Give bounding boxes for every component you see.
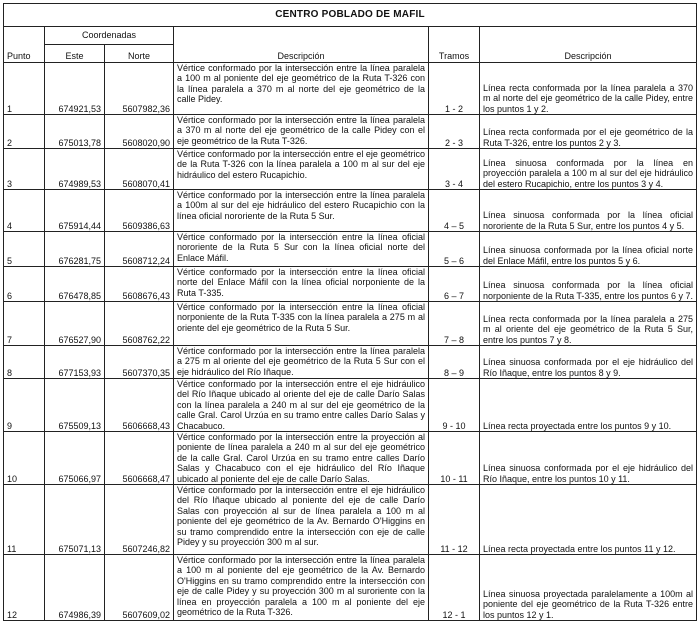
table-row bbox=[4, 302, 697, 346]
vertex-description: Vértice conformado por la intersección entre la línea oficial norponiente de la Ruta T-335 con la línea paralela a 275 m al oriente del eje geométrico de la Ruta 5 Sur. bbox=[174, 302, 429, 346]
vertex-description: Vértice conformado por la intersección entre la línea paralela a 100 m al poniente del eje geométrico de la Ruta T-326 con la línea paralela a 370 m al norte del eje geométrico de la calle Pidey. bbox=[174, 63, 429, 115]
table-row bbox=[4, 190, 697, 232]
point-number: 9 bbox=[4, 379, 45, 432]
header-punto: Punto bbox=[4, 27, 45, 63]
segment-description: Línea sinuosa conformada por la línea oficial norponiente de la Ruta T-335, entre los puntos 6 y 7. bbox=[480, 267, 697, 302]
table-title: CENTRO POBLADO DE MAFIL bbox=[4, 4, 697, 27]
vertex-description: Vértice conformado por la intersección entre la línea oficial norte del Enlace Máfil con la línea oficial norponiente de la Ruta T-335. bbox=[174, 267, 429, 302]
segment-range: 5 – 6 bbox=[429, 232, 480, 267]
vertex-description: Vértice conformado por la intersección entre la línea paralela a 370 m al norte del eje geométrico de la calle Pidey con el eje geométrico de la Ruta T-326. bbox=[174, 115, 429, 149]
header-coordenadas: Coordenadas bbox=[45, 27, 174, 45]
vertex-description: Vértice conformado por la intersección entre la línea paralela a 100 m al poniente del eje geométrico de la Av. Bernardo O'Higgins en su tramo comprendido entre la intersección con eje de calle Pidey y su proyección 300 m al suroriente con la línea en proyección paralela a 100 m al poniente del eje geométrico de la Ruta T-326. bbox=[174, 555, 429, 621]
coord-este: 676527,90 bbox=[45, 302, 105, 346]
document-page bbox=[3, 3, 696, 621]
coord-este: 674921,53 bbox=[45, 63, 105, 115]
vertex-description: Vértice conformado por la intersección entre la línea paralela a 275 m al oriente del eje geométrico de la Ruta 5 Sur con el eje hidráulico del Río Iñaque. bbox=[174, 346, 429, 379]
coord-este: 676281,75 bbox=[45, 232, 105, 267]
segment-range: 1 - 2 bbox=[429, 63, 480, 115]
vertex-description: Vértice conformado por la intersección entre el eje hidráulico del Río Iñaque ubicado al oriente del eje de calle Darío Salas con la línea paralela a 240 m al sur del eje geométrico de la calle Gral. Carol Urzúa en su tramo entre calles Darío Salas y Chacabuco. bbox=[174, 379, 429, 432]
coord-norte: 5607246,82 bbox=[105, 485, 174, 555]
point-number: 5 bbox=[4, 232, 45, 267]
header-descripcion-tramo: Descripción bbox=[480, 27, 697, 63]
table-row bbox=[4, 63, 697, 115]
coord-norte: 5608676,43 bbox=[105, 267, 174, 302]
coord-este: 675509,13 bbox=[45, 379, 105, 432]
point-number: 3 bbox=[4, 149, 45, 190]
header-este: Este bbox=[45, 45, 105, 63]
point-number: 12 bbox=[4, 555, 45, 621]
vertex-description: Vértice conformado por la intersección entre la línea oficial nororiente de la Ruta 5 Sur con la línea oficial norte del Enlace Máfil. bbox=[174, 232, 429, 267]
point-number: 10 bbox=[4, 432, 45, 485]
table-row bbox=[4, 379, 697, 432]
table-row bbox=[4, 346, 697, 379]
coord-norte: 5607370,35 bbox=[105, 346, 174, 379]
header-tramos: Tramos bbox=[429, 27, 480, 63]
segment-range: 11 - 12 bbox=[429, 485, 480, 555]
point-number: 2 bbox=[4, 115, 45, 149]
table-row bbox=[4, 485, 697, 555]
coord-este: 675914,44 bbox=[45, 190, 105, 232]
table-row bbox=[4, 149, 697, 190]
coord-norte: 5608020,90 bbox=[105, 115, 174, 149]
table-row bbox=[4, 432, 697, 485]
point-number: 1 bbox=[4, 63, 45, 115]
coord-este: 675066,97 bbox=[45, 432, 105, 485]
segment-description: Línea sinuosa conformada por el eje hidráulico del Río Iñaque, entre los puntos 8 y 9. bbox=[480, 346, 697, 379]
segment-description: Línea recta proyectada entre los puntos 9 y 10. bbox=[480, 379, 697, 432]
coord-este: 674989,53 bbox=[45, 149, 105, 190]
coord-norte: 5608070,41 bbox=[105, 149, 174, 190]
segment-range: 8 – 9 bbox=[429, 346, 480, 379]
table-row bbox=[4, 115, 697, 149]
vertex-description: Vértice conformado por la intersección entre el eje hidráulico del Río Iñaque ubicado al poniente del eje de calle Darío Salas con proyección al sur de línea paralela a 100 m al poniente del eje geométrico de la Av. Bernardo O'Higgins en su tramo comprendido entre la intersección con eje de calle Pidey y su proyección 300 m al sur. bbox=[174, 485, 429, 555]
vertex-description: Vértice conformado por la intersección entre la proyección al poniente de línea paralela a 240 m al sur del eje geométrico de la calle Gral. Carol Urzúa en su tramo entre calles Darío Salas y Chacabuco con el eje hidráulico del Río Iñaque ubicado al poniente del eje de calle Darío Salas. bbox=[174, 432, 429, 485]
point-number: 8 bbox=[4, 346, 45, 379]
segment-description: Línea sinuosa conformada por el eje hidráulico del Río Iñaque, entre los puntos 10 y 11. bbox=[480, 432, 697, 485]
segment-description: Línea sinuosa conformada por la línea oficial norte del Enlace Máfil, entre los puntos 5 y 6. bbox=[480, 232, 697, 267]
segment-range: 12 - 1 bbox=[429, 555, 480, 621]
header-norte: Norte bbox=[105, 45, 174, 63]
coord-este: 676478,85 bbox=[45, 267, 105, 302]
segment-description: Línea recta conformada por el eje geométrico de la Ruta T-326, entre los puntos 2 y 3. bbox=[480, 115, 697, 149]
segment-description: Línea recta proyectada entre los puntos 11 y 12. bbox=[480, 485, 697, 555]
coord-norte: 5607982,36 bbox=[105, 63, 174, 115]
table-row bbox=[4, 555, 697, 621]
boundary-table bbox=[3, 3, 697, 621]
coord-norte: 5606668,43 bbox=[105, 379, 174, 432]
segment-range: 3 - 4 bbox=[429, 149, 480, 190]
segment-description: Línea sinuosa conformada por la línea en proyección paralela a 100 m al sur del eje hidráulico del estero Rucapichio, entre los puntos 3 y 4. bbox=[480, 149, 697, 190]
point-number: 4 bbox=[4, 190, 45, 232]
coord-este: 677153,93 bbox=[45, 346, 105, 379]
segment-range: 6 – 7 bbox=[429, 267, 480, 302]
coord-norte: 5607609,02 bbox=[105, 555, 174, 621]
segment-description: Línea sinuosa conformada por la línea oficial nororiente de la Ruta 5 Sur, entre los puntos 4 y 5. bbox=[480, 190, 697, 232]
segment-range: 2 - 3 bbox=[429, 115, 480, 149]
coord-norte: 5608762,22 bbox=[105, 302, 174, 346]
segment-range: 10 - 11 bbox=[429, 432, 480, 485]
coord-este: 674986,39 bbox=[45, 555, 105, 621]
segment-description: Línea recta conformada por la línea paralela a 370 m al norte del eje geométrico de la calle Pidey, entre los puntos 1 y 2. bbox=[480, 63, 697, 115]
point-number: 7 bbox=[4, 302, 45, 346]
segment-range: 4 – 5 bbox=[429, 190, 480, 232]
segment-description: Línea sinuosa proyectada paralelamente a 100m al poniente del eje geométrico de la Ruta T-326 entre los puntos 12 y 1. bbox=[480, 555, 697, 621]
vertex-description: Vértice conformado por la intersección entre el eje geométrico de la Ruta T-326 con la línea paralela a 100 m al sur del eje hidráulico del estero Rucapichio. bbox=[174, 149, 429, 190]
segment-range: 9 - 10 bbox=[429, 379, 480, 432]
header-descripcion: Descripción bbox=[174, 27, 429, 63]
segment-range: 7 – 8 bbox=[429, 302, 480, 346]
vertex-description: Vértice conformado por la intersección entre la línea paralela a 100m al sur del eje hidráulico del estero Rucapichio con la línea oficial nororiente de la Ruta 5 Sur. bbox=[174, 190, 429, 232]
segment-description: Línea recta conformada por la línea paralela a 275 m al oriente del eje geométrico de la Ruta 5 Sur, entre los puntos 7 y 8. bbox=[480, 302, 697, 346]
point-number: 11 bbox=[4, 485, 45, 555]
coord-este: 675013,78 bbox=[45, 115, 105, 149]
table-row bbox=[4, 267, 697, 302]
coord-norte: 5609386,63 bbox=[105, 190, 174, 232]
coord-norte: 5608712,24 bbox=[105, 232, 174, 267]
coord-este: 675071,13 bbox=[45, 485, 105, 555]
table-row bbox=[4, 232, 697, 267]
point-number: 6 bbox=[4, 267, 45, 302]
coord-norte: 5606668,47 bbox=[105, 432, 174, 485]
